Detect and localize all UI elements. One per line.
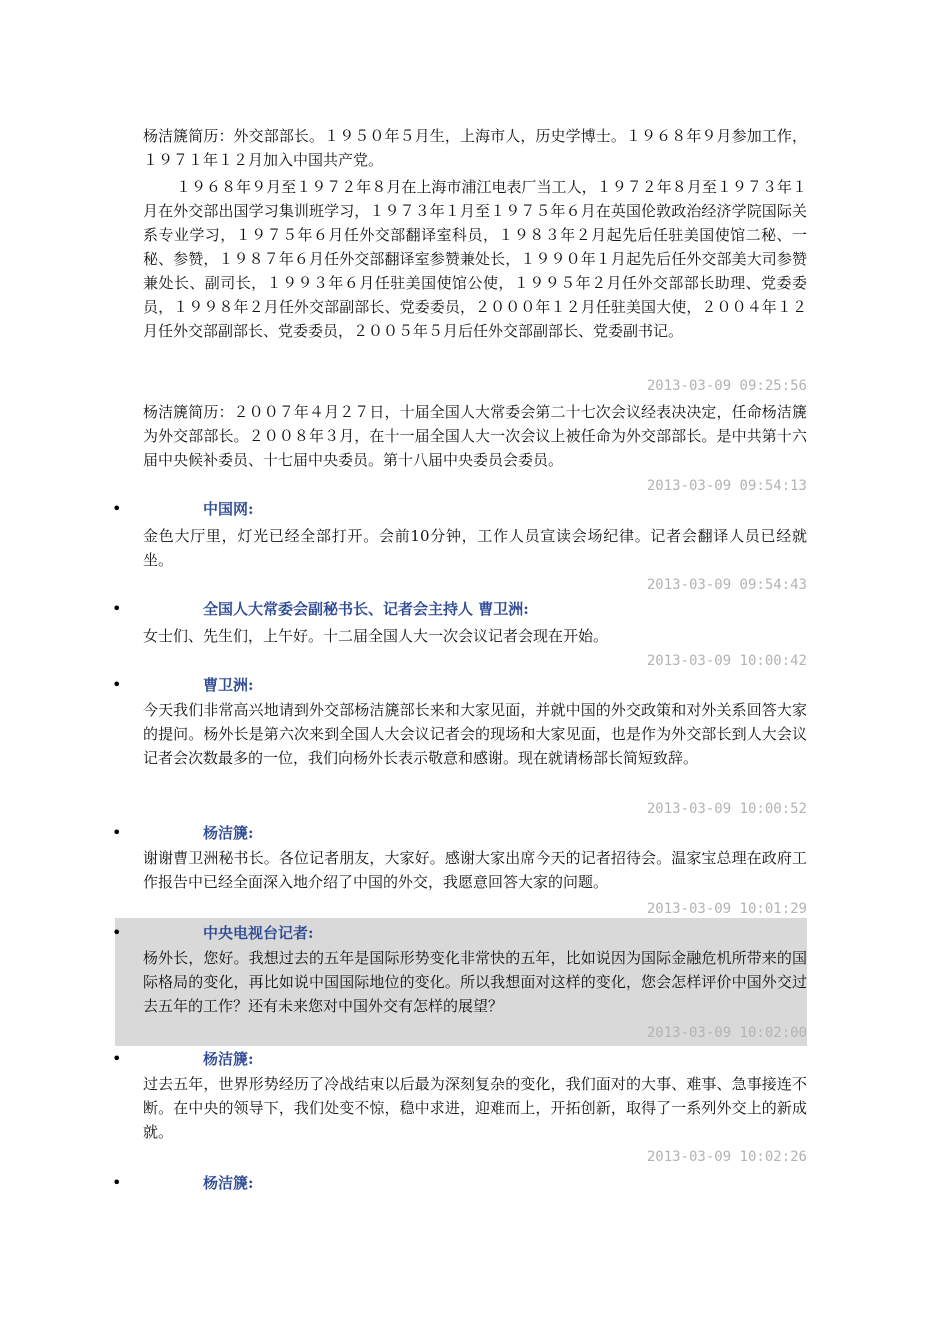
timestamp: 2013-03-09 09:54:43 [646,577,807,593]
speaker-name: 杨洁篪: [203,824,254,842]
message-text: 金色大厅里，灯光已经全部打开。会前10分钟，工作人员宣读会场纪律。记者会翻译人员已经就坐。 [143,527,807,569]
speaker-name: 中央电视台记者: [203,924,314,942]
timestamp: 2013-03-09 10:00:52 [646,801,807,817]
message-text: 今天我们非常高兴地请到外交部杨洁篪部长来和大家见面，并就中国的外交政策和对外关系回答大家的提问。杨外长是第六次来到全国人大会议记者会的现场和大家见面，也是作为外交部长到人大会议记者会次数最多的一位，我们向杨外长表示敬意和感谢。现在就请杨部长简短致辞。 [143,701,807,767]
bio-paragraph-1: 杨洁篪简历：外交部部长。１９５０年５月生，上海市人，历史学博士。１９６８年９月参加工作，１９７１年１２月加入中国共产党。 [143,127,807,169]
bullet: • [112,499,122,518]
speaker-name: 全国人大常委会副秘书长、记者会主持人 曹卫洲: [203,600,529,618]
speaker-name: 杨洁篪: [203,1050,254,1068]
bullet: • [112,599,122,618]
timestamp: 2013-03-09 10:02:00 [646,1025,807,1041]
speaker-name: 杨洁篪: [203,1174,254,1192]
timestamp: 2013-03-09 09:25:56 [646,378,807,394]
message-text: 杨外长，您好。我想过去的五年是国际形势变化非常快的五年，比如说因为国际金融危机所带来的国际格局的变化，再比如说中国国际地位的变化。所以我想面对这样的变化，您会怎样评价中国外交过去五年的工作？还有未来您对中国外交有怎样的展望？ [143,949,807,1015]
bullet: • [112,675,122,694]
timestamp: 2013-03-09 09:54:13 [646,478,807,494]
message-text: 女士们、先生们，上午好。十二届全国人大一次会议记者会现在开始。 [143,627,609,645]
bullet: • [112,923,122,942]
bullet: • [112,1173,122,1192]
message-text: 谢谢曹卫洲秘书长。各位记者朋友，大家好。感谢大家出席今天的记者招待会。温家宝总理在政府工作报告中已经全面深入地介绍了中国的外交，我愿意回答大家的问题。 [143,849,807,891]
message-text: 过去五年，世界形势经历了冷战结束以后最为深刻复杂的变化，我们面对的大事、难事、急事接连不断。在中央的领导下，我们处变不惊，稳中求进，迎难而上，开拓创新，取得了一系列外交上的新成就。 [143,1075,807,1141]
speaker-name: 中国网: [203,500,254,518]
timestamp: 2013-03-09 10:00:42 [646,653,807,669]
bio-paragraph-2: １９６８年９月至１９７２年８月在上海市浦江电表厂当工人，１９７２年８月至１９７３年１月在外交部出国学习集训班学习，１９７３年１月至１９７５年６月在英国伦敦政治经济学院国际关系专业学习，１９７５年６月任外交部翻译室科员，１９８３年２月起先后任驻美国使馆二秘、一秘、参赞，１９８７年６月任外交部翻译室参赞兼处长，１９９０年１月起先后任外交部美大司参赞兼处长、副司长，１９９３年６月任驻美国使馆公使，１９９５年２月任外交部部长助理、党委委员，１９９８年２月任外交部副部长、党委委员，２０００年１２月任驻美国大使，２００４年１２月任外交部副部长、党委委员，２００５年５月后任外交部副部长、党委副书记。 [143,178,807,340]
speaker-name: 曹卫洲: [203,676,254,694]
bullet: • [112,823,122,842]
bio-paragraph-3: 杨洁篪简历：２００７年４月２７日，十届全国人大常委会第二十七次会议经表决决定，任命杨洁篪为外交部部长。２００８年３月，在十一届全国人大一次会议上被任命为外交部部长。是中共第十六届中央候补委员、十七届中央委员。第十八届中央委员会委员。 [143,403,807,469]
timestamp: 2013-03-09 10:02:26 [646,1149,807,1165]
timestamp: 2013-03-09 10:01:29 [646,901,807,917]
bullet: • [112,1049,122,1068]
